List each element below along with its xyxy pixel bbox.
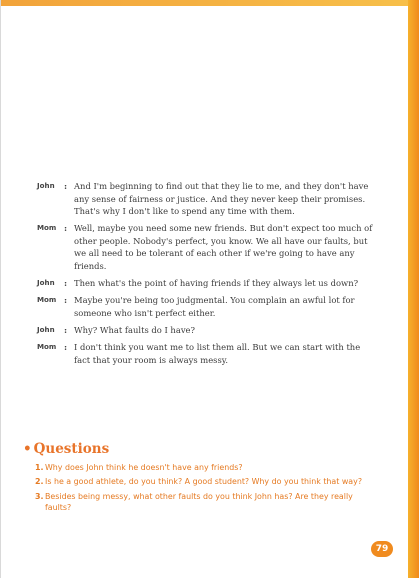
dialogue-text: And I'm beginning to find out that they lie to me, and they don't have any sense of fairness or justice. And they never keep their promises. That's why I don't like to spend any time with them. bbox=[74, 181, 369, 217]
dialogue-line bbox=[33, 294, 373, 319]
speaker-colon: : bbox=[64, 295, 68, 306]
question-text: Why does John think he doesn't have any friends? bbox=[45, 463, 243, 472]
dialogue-line bbox=[33, 222, 373, 272]
question-text: Is he a good athlete, do you think? A good student? Why do you think that way? bbox=[45, 477, 363, 487]
dialogue-text: Then what's the point of having friends if they always let us down? bbox=[74, 278, 359, 289]
top-accent-bar bbox=[1, 0, 419, 6]
speaker-label: John bbox=[37, 278, 55, 288]
questions-heading-text: Questions bbox=[33, 441, 110, 457]
dialogue-text: I don't think you want me to list them all. But we can start with the fact that your room is always messy. bbox=[74, 342, 361, 365]
speaker-colon: : bbox=[64, 324, 68, 335]
right-accent-bar bbox=[408, 0, 419, 578]
dialogue-line bbox=[33, 180, 373, 218]
dialogue-text: Well, maybe you need some new friends. But don't expect too much of other people. Nobody's perfect, you know. We all have our faults, but we all need to be tolerant of each other if we're going to have any friends. bbox=[74, 223, 373, 272]
page-number-badge: 79 bbox=[371, 541, 393, 557]
bullet-icon: • bbox=[23, 441, 32, 457]
dialogue-line bbox=[33, 341, 373, 366]
speaker-colon: : bbox=[64, 342, 68, 353]
question-item bbox=[35, 476, 380, 487]
questions-list bbox=[35, 462, 380, 517]
speaker-colon: : bbox=[64, 223, 68, 234]
speaker-label: Mom bbox=[37, 223, 57, 233]
speaker-label: John bbox=[37, 181, 55, 190]
question-item bbox=[35, 491, 380, 514]
speaker-colon: : bbox=[64, 181, 68, 191]
question-item bbox=[35, 462, 380, 473]
dialogue-line bbox=[33, 324, 373, 337]
question-text: Besides being messy, what other faults do you think John has? Are they really faults? bbox=[45, 491, 353, 513]
dialogue-line bbox=[33, 277, 373, 290]
dialogue-text: Why? What faults do I have? bbox=[74, 324, 195, 335]
dialogue bbox=[33, 180, 373, 371]
speaker-label: Mom bbox=[37, 342, 57, 352]
question-number: 3. bbox=[35, 491, 44, 501]
question-number: 2. bbox=[35, 477, 44, 487]
question-number: 1. bbox=[35, 463, 44, 472]
speaker-label: John bbox=[37, 324, 55, 334]
dialogue-text: Maybe you're being too judgmental. You complain an awful lot for someone who isn't perfect either. bbox=[74, 295, 355, 318]
questions-heading bbox=[23, 441, 109, 457]
speaker-colon: : bbox=[64, 278, 68, 289]
speaker-label: Mom bbox=[37, 295, 57, 305]
